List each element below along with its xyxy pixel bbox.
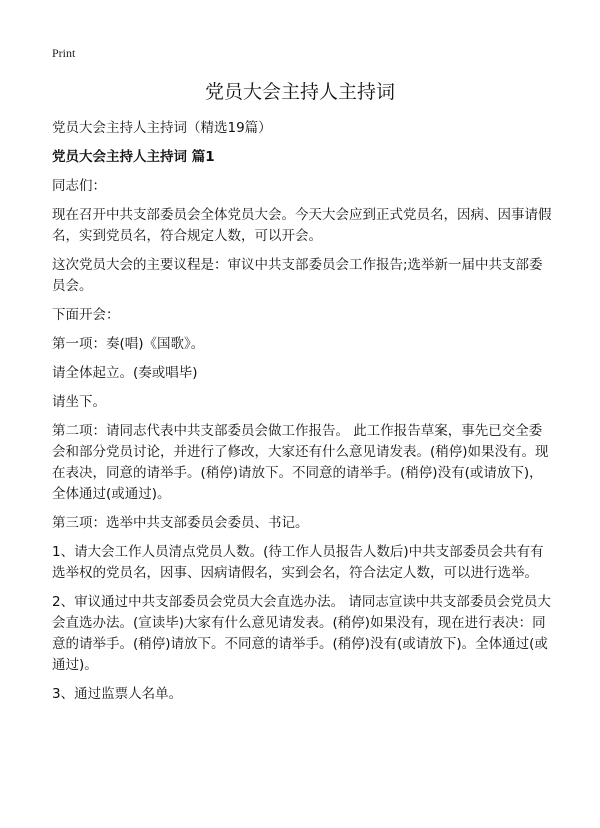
paragraph: 请坐下。 — [52, 394, 106, 410]
subtitle: 党员大会主持人主持词（精选19篇） — [52, 120, 272, 136]
paragraph: 这次党员大会的主要议程是：审议中共支部委员会工作报告;选举新一届中共支部委员会。 — [52, 257, 543, 294]
paragraph: 现在召开中共支部委员会全体党员大会。今天大会应到正式党员名，因病、因事请假名，实到党员名，符合规定人数，可以开会。 — [52, 207, 552, 244]
document-body — [52, 118, 552, 713]
paragraph: 请全体起立。(奏或唱毕) — [52, 365, 198, 381]
paragraph: 2、审议通过中共支部委员会党员大会直选办法。 请同志宣读中共支部委员会党员大会直选办法。(宣读毕)大家有什么意见请发表。(稍停)如果没有，现在进行表决：同意的请举手。(稍停)请放下。不同意的请举手。(稍停)没有(或请放下)。全体通过(或通过)。 — [52, 594, 551, 673]
paragraph: 第一项：奏(唱)《国歌》。 — [52, 336, 205, 352]
print-label: Print — [52, 46, 76, 60]
paragraph: 同志们： — [52, 178, 106, 194]
paragraph: 下面开会： — [52, 307, 120, 323]
paragraph: 1、请大会工作人员清点党员人数。(待工作人员报告人数后)中共支部委员会共有有选举权的党员名，因事、因病请假名，实到会名，符合法定人数，可以进行选举。 — [52, 544, 544, 581]
section-heading: 党员大会主持人主持词 篇1 — [52, 149, 215, 165]
page-title: 党员大会主持人主持词 — [204, 81, 395, 103]
paragraph: 3、通过监票人名单。 — [52, 686, 183, 702]
paragraph: 第三项：选举中共支部委员会委员、书记。 — [52, 515, 309, 531]
paragraph: 第二项：请同志代表中共支部委员会做工作报告。 此工作报告草案，事先已交全委会和部分党员讨论，并进行了修改，大家还有什么意见请发表。(稍停)如果没有。现在表决，同意的请举手。(稍停)请放下。不同意的请举手。(稍停)没有(或请放下)，全体通过(或通过)。 — [52, 423, 549, 502]
